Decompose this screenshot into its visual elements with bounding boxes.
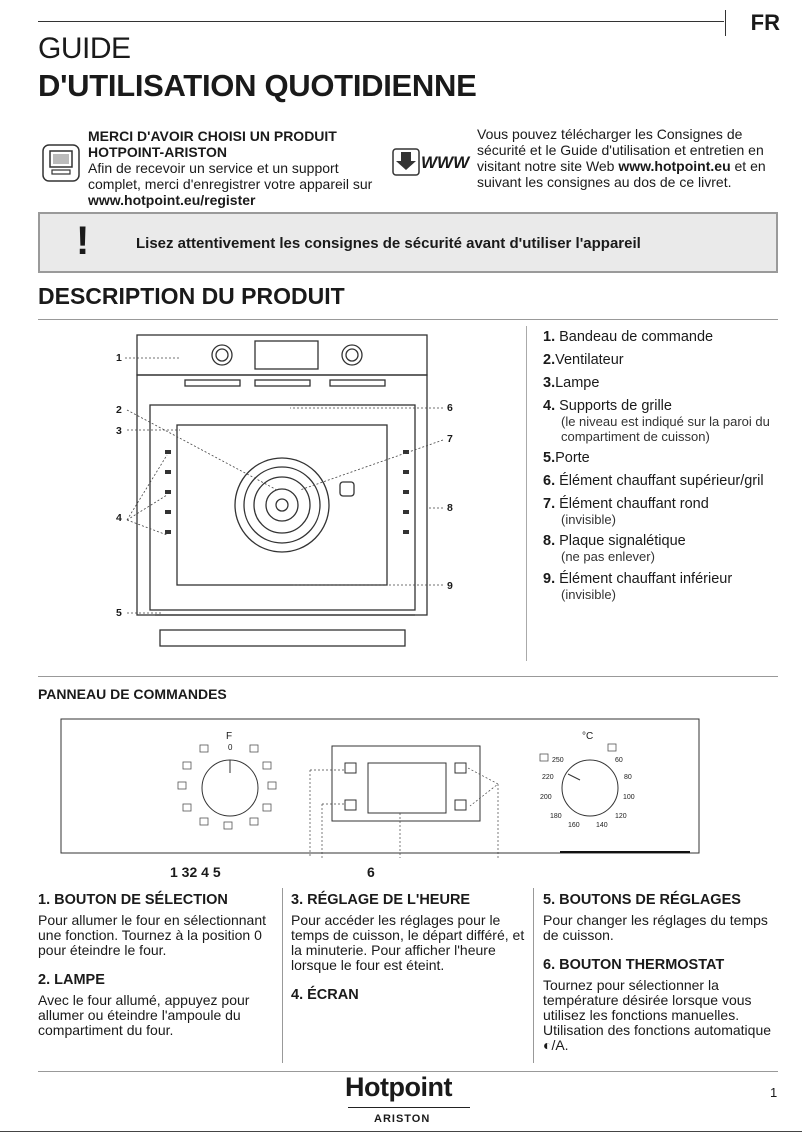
computer-icon bbox=[42, 144, 80, 182]
selector-f-label: F bbox=[226, 731, 233, 742]
section-title-panel: PANNEAU DE COMMANDES bbox=[38, 686, 227, 702]
safety-warning-text: Lisez attentivement les consignes de sécurité avant d'utiliser l'appareil bbox=[136, 235, 641, 252]
col-title-screen: 4. ÉCRAN bbox=[291, 987, 359, 1003]
thermostat-unit: °C bbox=[582, 731, 594, 742]
col-title-adjust: 5. BOUTONS DE RÉGLAGES bbox=[543, 892, 741, 908]
sub-brand-logo: ARISTON bbox=[374, 1113, 431, 1125]
legend-item: 7. Élément chauffant rond (invisible) bbox=[543, 496, 709, 527]
callout-3: 3 bbox=[116, 425, 122, 437]
oven-diagram bbox=[115, 330, 460, 660]
callout-7: 7 bbox=[447, 433, 453, 445]
legend-item: 8. Plaque signalétique (ne pas enlever) bbox=[543, 533, 686, 564]
download-text-end: et en suivant les consignes au dos de ce livret. bbox=[477, 158, 766, 190]
legend-item: 6. Élément chauffant supérieur/gril bbox=[543, 473, 764, 489]
page-number: 1 bbox=[770, 1085, 778, 1100]
temp-140: 140 bbox=[596, 822, 608, 829]
download-text: Vous pouvez télécharger les Consignes de sécurité et le Guide d'utilisation et entretien en visitant notre site Web bbox=[477, 126, 764, 174]
temp-250: 250 bbox=[552, 757, 564, 764]
temp-120: 120 bbox=[615, 813, 627, 820]
legend-item: 1. Bandeau de commande bbox=[543, 329, 714, 345]
thanks-heading: MERCI D'AVOIR CHOISI UN PRODUIT HOTPOINT-ARISTON bbox=[88, 128, 337, 160]
www-label: WWW bbox=[421, 153, 470, 172]
callout-9: 9 bbox=[447, 580, 453, 592]
selector-zero-label: 0 bbox=[228, 743, 233, 752]
callout-5: 5 bbox=[116, 607, 122, 619]
temp-180: 180 bbox=[550, 813, 562, 820]
panel-callouts-left: 1 32 4 5 bbox=[170, 864, 221, 880]
register-link[interactable]: www.hotpoint.eu/register bbox=[88, 192, 256, 208]
legend-item: 3.Lampe bbox=[543, 375, 600, 391]
download-icon bbox=[392, 148, 424, 176]
website-link[interactable]: www.hotpoint.eu bbox=[618, 158, 731, 174]
legend-item: 4. Supports de grille (le niveau est indiqué sur la paroi du compartiment de cuisson) bbox=[543, 398, 770, 444]
col-title-thermostat: 6. BOUTON THERMOSTAT bbox=[543, 957, 725, 973]
temp-60: 60 bbox=[615, 757, 623, 764]
col-title-clock: 3. RÉGLAGE DE L'HEURE bbox=[291, 892, 471, 908]
col-text-selection: Pour allumer le four en sélectionnant une fonction. Tournez à la position 0 pour éteindre le four. bbox=[38, 912, 267, 958]
register-text: Afin de recevoir un service et un support complet, merci d'enregistrer votre appareil sur bbox=[88, 160, 373, 192]
brand-logo: Hotpoint bbox=[345, 1072, 452, 1102]
col-text-lamp: Avec le four allumé, appuyez pour allumer ou éteindre l'ampoule du compartiment du four. bbox=[38, 992, 250, 1038]
exclamation-icon: ! bbox=[76, 219, 90, 263]
callout-2: 2 bbox=[116, 404, 122, 416]
page-title: GUIDE bbox=[38, 32, 131, 65]
col-text-adjust: Pour changer les réglages du temps de cuisson. bbox=[543, 912, 768, 943]
col-text-clock: Pour accéder les réglages pour le temps de cuisson, le départ différé, et la minuterie. Pour afficher l'heure lorsque le four est éteint. bbox=[291, 912, 525, 973]
temp-200: 200 bbox=[540, 794, 552, 801]
col-title-lamp: 2. LAMPE bbox=[38, 972, 105, 988]
legend-item: 2.Ventilateur bbox=[543, 352, 624, 368]
legend-item: 9. Élément chauffant inférieur (invisible) bbox=[543, 571, 733, 602]
control-panel-diagram bbox=[60, 718, 700, 858]
language-code: FR bbox=[750, 10, 780, 35]
temp-220: 220 bbox=[542, 774, 554, 781]
legend-item: 5.Porte bbox=[543, 450, 590, 466]
safety-warning-box bbox=[38, 212, 778, 273]
callout-6: 6 bbox=[447, 402, 453, 414]
temp-100: 100 bbox=[623, 794, 635, 801]
section-title-description: DESCRIPTION DU PRODUIT bbox=[38, 283, 345, 309]
panel-callout-right: 6 bbox=[367, 864, 375, 880]
callout-8: 8 bbox=[447, 502, 453, 514]
temp-160: 160 bbox=[568, 822, 580, 829]
page-subtitle: D'UTILISATION QUOTIDIENNE bbox=[38, 68, 477, 103]
callout-4: 4 bbox=[116, 512, 122, 524]
col-text-thermostat: Tournez pour sélectionner la température désirée lorsque vous utilisez les fonctions manuelles. Utilisation des fonctions automatique ◐/A. bbox=[543, 977, 772, 1053]
callout-1: 1 bbox=[116, 352, 122, 364]
col-title-selection: 1. BOUTON DE SÉLECTION bbox=[38, 892, 228, 908]
temp-80: 80 bbox=[624, 774, 632, 781]
